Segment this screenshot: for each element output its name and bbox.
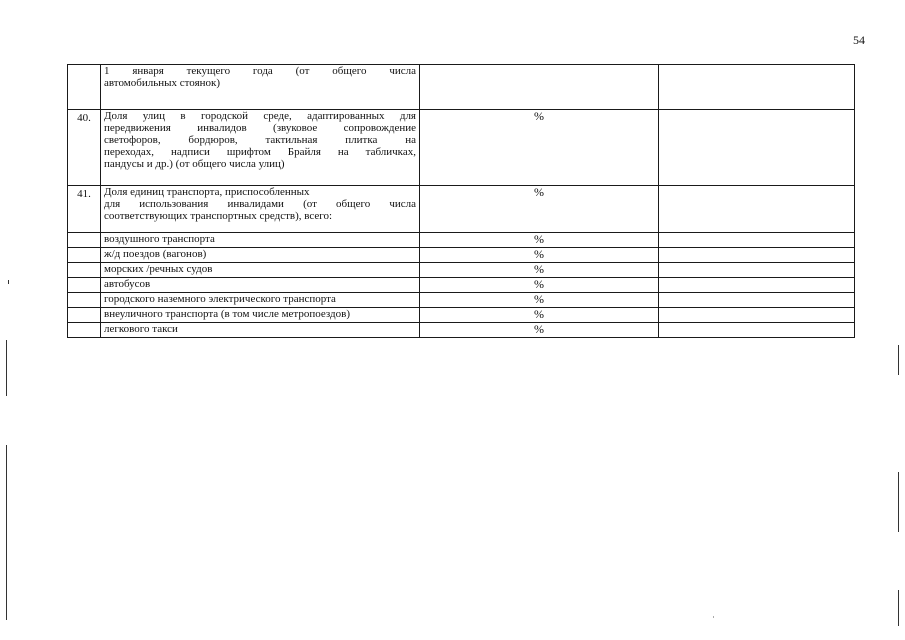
row-number-cell xyxy=(68,278,101,293)
indicator-text-cell xyxy=(101,186,420,233)
indicator-text-line: светофоров, бордюров, тактильная плитка на xyxy=(104,134,416,146)
table-subrow xyxy=(68,293,855,308)
subrow-label: морских /речных судов xyxy=(101,263,420,278)
scan-artifact-right-edge xyxy=(898,472,899,532)
row-number-cell xyxy=(68,248,101,263)
scan-artifact-left-dot xyxy=(8,280,9,284)
scan-artifact-speck xyxy=(713,616,714,618)
row-number: 40. xyxy=(68,110,101,186)
subrow-label: городского наземного электрического транспорта xyxy=(101,293,420,308)
indicator-table xyxy=(67,64,855,338)
table-row-continuation xyxy=(68,65,855,110)
subrow-label: легкового такси xyxy=(101,323,420,338)
table-subrow xyxy=(68,248,855,263)
indicator-text-line: пандусы и др.) (от общего числа улиц) xyxy=(104,158,285,170)
table-subrow xyxy=(68,233,855,248)
value-cell xyxy=(659,248,855,263)
unit-cell: % xyxy=(420,233,659,248)
row-number: 41. xyxy=(68,186,101,233)
scan-artifact-right-edge xyxy=(898,590,899,626)
scan-artifact-right-edge xyxy=(898,345,899,375)
value-cell xyxy=(659,233,855,248)
indicator-text-line: переходах, надписи шрифтом Брайля на табличках, xyxy=(104,146,416,158)
row-number-cell xyxy=(68,293,101,308)
indicator-text-line: 1 января текущего года (от общего числа xyxy=(104,65,416,77)
subrow-label: воздушного транспорта xyxy=(101,233,420,248)
unit-cell: % xyxy=(420,308,659,323)
subrow-label: автобусов xyxy=(101,278,420,293)
row-number-cell xyxy=(68,308,101,323)
subrow-label: внеуличного транспорта (в том числе метропоездов) xyxy=(101,308,420,323)
row-number-cell xyxy=(68,233,101,248)
value-cell xyxy=(659,293,855,308)
unit-cell: % xyxy=(420,110,659,186)
value-cell xyxy=(659,65,855,110)
value-cell xyxy=(659,323,855,338)
row-number-cell xyxy=(68,263,101,278)
value-cell xyxy=(659,186,855,233)
row-number-cell xyxy=(68,323,101,338)
unit-cell xyxy=(420,65,659,110)
unit-cell: % xyxy=(420,293,659,308)
row-number-cell xyxy=(68,65,101,110)
unit-cell: % xyxy=(420,263,659,278)
indicator-text-line: для использования инвалидами (от общего числа xyxy=(104,198,416,210)
scan-artifact-left-edge xyxy=(6,445,7,620)
unit-cell: % xyxy=(420,186,659,233)
subrow-label: ж/д поездов (вагонов) xyxy=(101,248,420,263)
value-cell xyxy=(659,278,855,293)
unit-cell: % xyxy=(420,248,659,263)
table-subrow xyxy=(68,308,855,323)
table-row-41 xyxy=(68,186,855,233)
indicator-text-cell xyxy=(101,65,420,110)
indicator-text-line: Доля единиц транспорта, приспособленных xyxy=(104,186,310,198)
table-subrow xyxy=(68,278,855,293)
unit-cell: % xyxy=(420,278,659,293)
value-cell xyxy=(659,263,855,278)
indicator-text-line: Доля улиц в городской среде, адаптированных для xyxy=(104,110,416,122)
indicator-text-line: передвижения инвалидов (звуковое сопровождение xyxy=(104,122,416,134)
value-cell xyxy=(659,308,855,323)
indicator-text-line: автомобильных стоянок) xyxy=(104,77,221,89)
table-subrow xyxy=(68,263,855,278)
page-number: 54 xyxy=(853,33,865,47)
unit-cell: % xyxy=(420,323,659,338)
indicator-text-line: соответствующих транспортных средств), всего: xyxy=(104,210,333,222)
value-cell xyxy=(659,110,855,186)
scan-artifact-left-edge xyxy=(6,340,7,396)
table-subrow xyxy=(68,323,855,338)
table-row-40 xyxy=(68,110,855,186)
indicator-text-cell xyxy=(101,110,420,186)
